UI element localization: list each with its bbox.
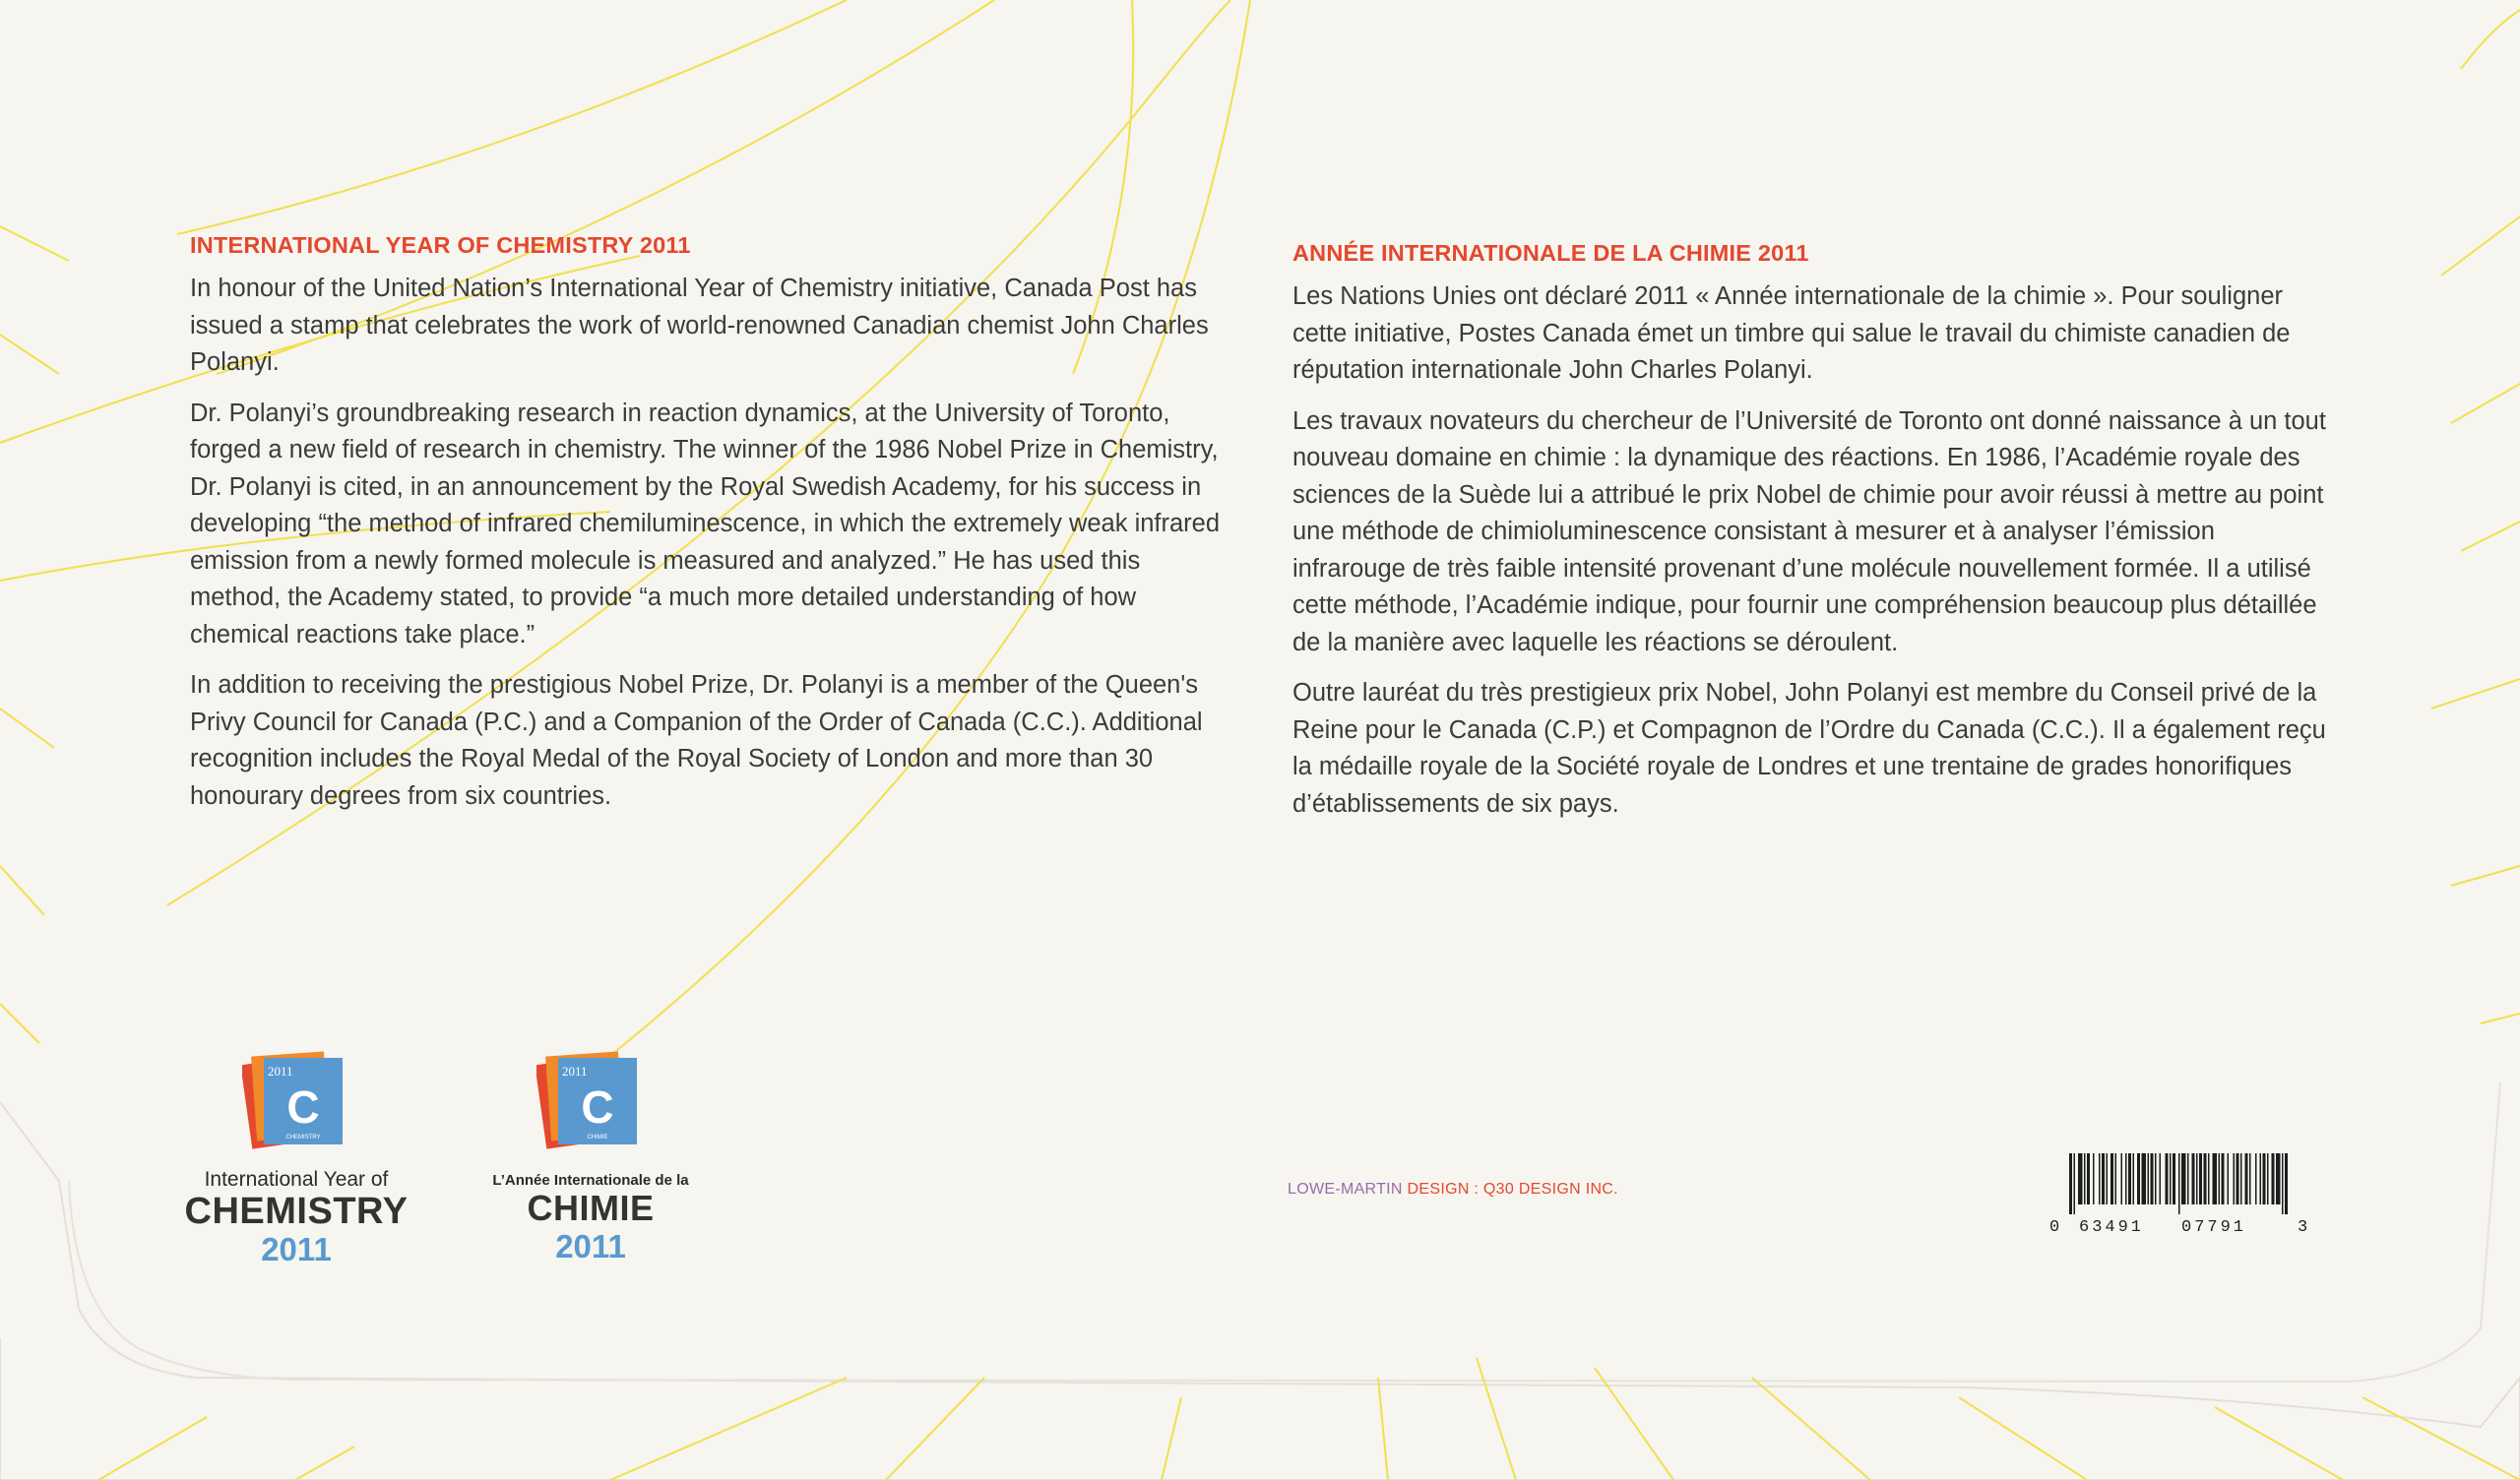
tile-year: 2011 — [562, 1064, 588, 1079]
barcode-bar — [2208, 1153, 2210, 1204]
tile-letter: C — [286, 1081, 320, 1133]
barcode-bar — [2084, 1153, 2086, 1204]
logo-line3: 2011 — [261, 1231, 332, 1267]
barcode-bar — [2255, 1153, 2257, 1204]
barcode-bar — [2110, 1153, 2113, 1204]
barcode-bar — [2102, 1153, 2105, 1204]
barcode-bar — [2125, 1153, 2127, 1204]
barcode-bar — [2192, 1153, 2195, 1204]
barcode-group-2: 07791 — [2181, 1218, 2247, 1237]
barcode-bar — [2069, 1153, 2072, 1214]
barcode-bar — [2087, 1153, 2090, 1204]
barcode-bar — [2133, 1153, 2135, 1204]
barcode-bar — [2142, 1153, 2147, 1204]
barcode-bar — [2078, 1153, 2083, 1204]
english-paragraph-3: In addition to receiving the prestigious Nobel Prize, Dr. Polanyi is a member of the Queen's Privy Council for Canada (P.C.) and a Companion of the Order of Canada (C.C.). Additional recognition includes the Royal Medal of the Royal Society of London and more than 30 honourary degrees from six countries. — [190, 671, 1203, 810]
tile-word: CHIMIE — [587, 1135, 608, 1141]
barcode-bar — [2285, 1153, 2288, 1214]
iyc-logo-english — [183, 1048, 410, 1268]
barcode-bar — [2249, 1153, 2251, 1204]
chimie-tile-icon — [536, 1048, 645, 1154]
french-heading: ANNÉE INTERNATIONALE DE LA CHIMIE 2011 — [1292, 240, 1809, 266]
barcode-bar — [2121, 1153, 2123, 1204]
barcode-right-digit: 3 — [2298, 1218, 2308, 1237]
french-paragraph-1: Les Nations Unies ont déclaré 2011 « Année internationale de la chimie ». Pour souligner cette initiative, Postes Canada émet un timbre qui salue le travail du chimiste canadien de réputation internationale John Charles Polanyi. — [1292, 282, 2291, 384]
barcode-bar — [2260, 1153, 2262, 1204]
barcode-bar — [2222, 1153, 2225, 1204]
logo-line3: 2011 — [555, 1228, 626, 1264]
logo-line2: CHIMIE — [527, 1188, 655, 1228]
chemistry-tile-icon — [242, 1048, 350, 1154]
barcode-bars — [2069, 1153, 2288, 1214]
english-paragraph-2: Dr. Polanyi’s groundbreaking research in reaction dynamics, at the University of Toronto, forged a new field of research in chemistry. The winner of the 1986 Nobel Prize in Chemistry, Dr. Polanyi is cited, in an announcement by the Royal Swedish Academy, for his success in developing “the method of infrared chemiluminescence, in which the extremely weak infrared emission from a newly formed molecule is measured and analyzed.” He has used this method, the Academy stated, to provide “a much more detailed understanding of how chemical reactions take place.” — [190, 399, 1221, 648]
barcode-bar — [2199, 1153, 2202, 1204]
barcode-bar — [2240, 1153, 2242, 1204]
barcode-bar — [2155, 1153, 2157, 1204]
barcode-bar — [2272, 1153, 2275, 1204]
barcode-bar — [2166, 1153, 2169, 1204]
barcode-bar — [2137, 1153, 2140, 1204]
tile-letter: C — [581, 1081, 614, 1133]
barcode-bar — [2219, 1153, 2221, 1204]
barcode-bar — [2093, 1153, 2095, 1204]
barcode-bar — [2181, 1153, 2186, 1204]
logo-line2: CHEMISTRY — [184, 1191, 409, 1232]
barcode-bar — [2282, 1153, 2284, 1214]
tile-word: CHEMISTRY — [285, 1135, 321, 1141]
barcode-bar — [2074, 1153, 2076, 1214]
barcode-bar — [2236, 1153, 2239, 1204]
french-paragraph-2: Les travaux novateurs du chercheur de l’Université de Toronto ont donné naissance à un tout nouveau domaine en chimie : la dynamique des réactions. En 1986, l’Académie royale des sciences de la Suède lui a attribué le prix Nobel de chimie pour avoir réussi à mettre au point une méthode de chimioluminescence consistant à mesurer et à analyser l’émission infrarouge de très faible intensité provenant d’une molécule nouvellement formée. Il a utilisé cette méthode, l’Académie indique, pour fournir une compréhension beaucoup plus détaillée de la manière avec laquelle les réactions se déroulent. — [1292, 406, 2326, 656]
barcode-bar — [2178, 1153, 2180, 1214]
barcode — [2049, 1153, 2307, 1242]
logo-line1: International Year of — [204, 1168, 389, 1191]
barcode-bar — [2151, 1153, 2154, 1204]
barcode-bar — [2170, 1153, 2172, 1204]
english-heading: INTERNATIONAL YEAR OF CHEMISTRY 2011 — [190, 232, 691, 258]
barcode-bar — [2173, 1153, 2175, 1204]
english-paragraph-1: In honour of the United Nation’s International Year of Chemistry initiative, Canada Post has issued a stamp that celebrates the work of world-renowned Canadian chemist John Charles Polanyi. — [190, 275, 1209, 376]
french-column — [1292, 240, 2326, 836]
barcode-bar — [2128, 1153, 2131, 1204]
credit-designer: LOWE-MARTIN — [1288, 1181, 1403, 1198]
barcode-bar — [2213, 1153, 2218, 1204]
barcode-bar — [2115, 1153, 2117, 1204]
barcode-bar — [2228, 1153, 2230, 1204]
barcode-bar — [2245, 1153, 2248, 1204]
logo-line1: L’Année Internationale de la — [492, 1172, 689, 1189]
barcode-bar — [2263, 1153, 2266, 1204]
barcode-bar — [2204, 1153, 2207, 1204]
barcode-bar — [2107, 1153, 2109, 1204]
barcode-left-digit: 0 — [2049, 1218, 2060, 1237]
tile-year: 2011 — [268, 1064, 293, 1079]
french-paragraph-3: Outre lauréat du très prestigieux prix Nobel, John Polanyi est membre du Conseil privé de la Reine pour le Canada (C.P.) et Compagnon de l’Ordre du Canada (C.C.). Il a également reçu la médaille royale de la Société royale de Londres et une trentaine de grades honorifiques d’établissements de six pays. — [1292, 679, 2326, 818]
english-column — [190, 232, 1224, 829]
barcode-bar — [2160, 1153, 2162, 1204]
barcode-bar — [2234, 1153, 2236, 1204]
design-credit — [1288, 1181, 1618, 1199]
barcode-group-1: 63491 — [2079, 1218, 2145, 1237]
iyc-logo-french — [472, 1048, 709, 1265]
barcode-bar — [2267, 1153, 2269, 1204]
credit-design-label: DESIGN : Q30 DESIGN INC. — [1407, 1181, 1618, 1198]
barcode-bar — [2187, 1153, 2189, 1204]
barcode-bar — [2099, 1153, 2101, 1204]
barcode-bar — [2196, 1153, 2198, 1204]
barcode-bar — [2148, 1153, 2150, 1204]
barcode-bar — [2276, 1153, 2281, 1204]
